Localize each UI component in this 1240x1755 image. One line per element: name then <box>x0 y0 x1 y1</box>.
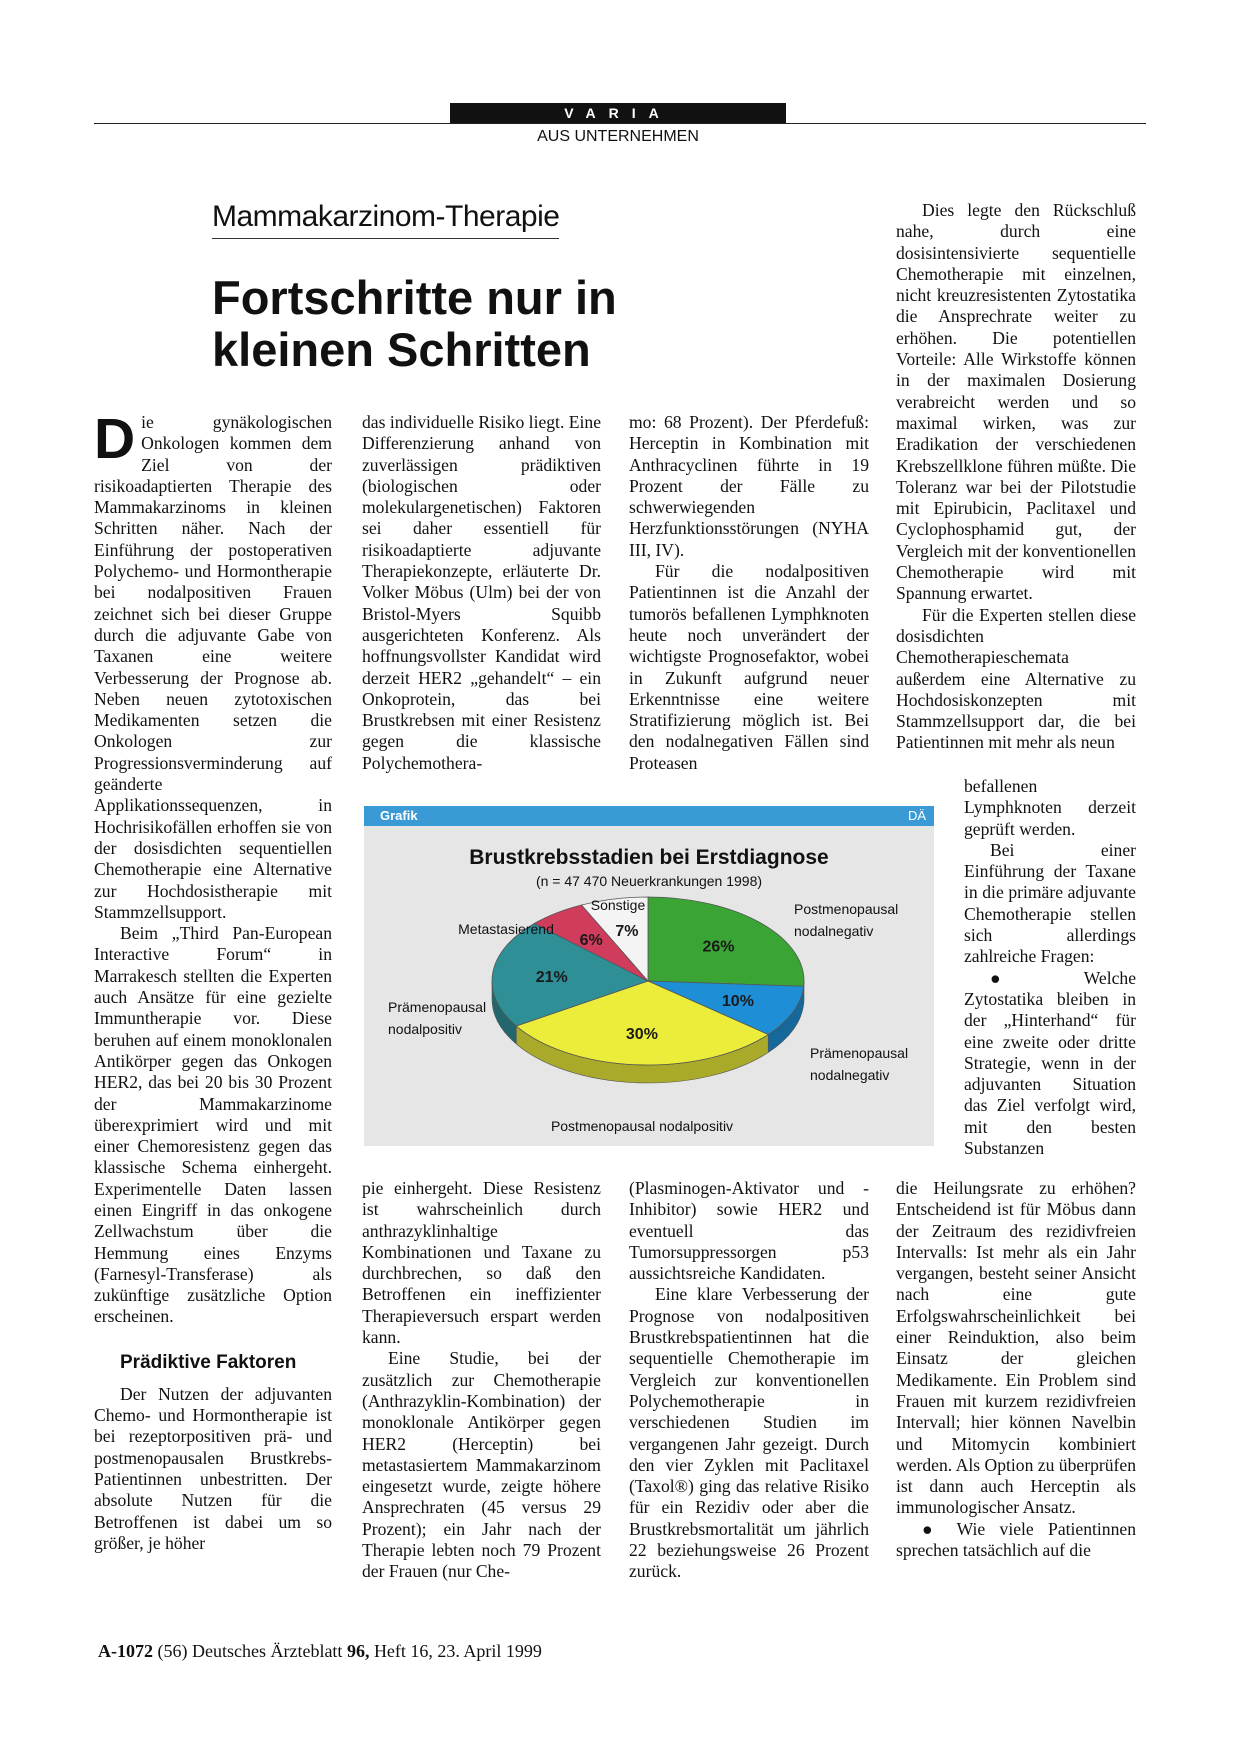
volume: 96, <box>346 1641 370 1661</box>
column-4-bottom <box>896 1178 1136 1561</box>
pie-value-label: 30% <box>625 1025 658 1043</box>
pie-chart-graphic <box>364 806 934 1146</box>
paragraph: Für die Experten stellen diese dosisdichten Chemotherapieschemata außerdem eine Alternative zu Hochdosiskonzepten mit Stammzellsupport dar, die bei Patientinnen mit mehr als neun <box>896 604 1136 753</box>
paragraph: das individuelle Risiko liegt. Eine Differenzierung anhand von zuverlässigen prädiktiven (biologischen oder molekulargenetischen) Faktoren sei daher essentiell für risikoadaptierte adjuvante Therapiekonzepte, erläuterte Dr. Volker Möbus (Ulm) bei der von Bristol-Myers Squibb ausgerichteten Konferenz. Als hoffnungsvollster Kandidat wird derzeit HER2 „gehandelt“ – ein Onkoprotein, das bei Brustkrebsen mit einer Resistenz gegen die klassische Polychemothera- <box>362 412 601 773</box>
subsection-label: AUS UNTERNEHMEN <box>537 128 699 145</box>
pie-category-label: nodalnegativ <box>810 1067 890 1083</box>
pie-category-label: Sonstige <box>590 897 646 913</box>
pie-category-label: Postmenopausal nodalpositiv <box>550 1118 734 1134</box>
issue-date: Heft 16, 23. April 1999 <box>373 1641 542 1661</box>
pie-value-label: 10% <box>721 993 754 1011</box>
chart-title: Brustkrebsstadien bei Erstdiagnose <box>469 846 829 869</box>
page-footer <box>98 1641 542 1662</box>
drop-cap: D <box>94 407 136 471</box>
paragraph: Für die nodalpositiven Patientinnen ist die Anzahl der tumorös befallenen Lymphknoten heute noch unverändert der wichtigste Prognosefaktor, wobei in Zukunft aufgrund neuer Erkenntnisse eine weitere Stratifizierung möglich ist. Bei den nodalnegativen Fällen sind Proteasen <box>629 561 869 773</box>
graphic-source: DÄ <box>907 808 926 823</box>
graphic-label: Grafik <box>380 808 418 823</box>
paragraph: (Plasminogen-Aktivator und -Inhibitor) sowie HER2 und eventuell das Tumorsuppressorgen p53 aussichtsreiche Kandidaten. <box>629 1178 869 1284</box>
section-label: VARIA <box>450 103 786 123</box>
pie-value-label: 7% <box>615 923 639 941</box>
column-3-bottom <box>629 1178 869 1583</box>
pie-category-label: Postmenopausal <box>794 901 899 917</box>
column-2-top <box>362 412 601 774</box>
pie-category-label: nodalpositiv <box>388 1021 462 1037</box>
column-3-top <box>629 412 869 774</box>
pie-value-label: 26% <box>702 938 735 956</box>
paragraph: die Heilungsrate zu erhöhen? Entscheidend ist für Möbus dann der Zeitraum des rezidivfreien Intervalls: Ist mehr als ein Jahr vergangen, besteht seiner Ansicht nach eine gute Erfolgswahrscheinlichkeit bei einer Reinduktion, also beim Einsatz der gleichen Medikamente. Ein Problem sind Frauen mit kurzem rezidivfreien Intervall; hier können Navelbin und Mitomycin kombiniert werden. Als Option zu überprüfen ist dann auch Herceptin als immunologischer Ansatz. <box>896 1178 1136 1518</box>
pie-chart <box>364 826 934 1146</box>
article-headline: Fortschritte nur in kleinen Schritten <box>212 271 617 376</box>
paragraph: ● Welche Zytostatika bleiben in der „Hinterhand“ für eine zweite oder dritte Strategie, wenn in der adjuvanten Situation das Ziel verfolgt wird, mit den besten Substanzen <box>964 967 1136 1159</box>
chart-subtitle: (n = 47 470 Neuerkrankungen 1998) <box>535 873 763 889</box>
pie-category-label: Prämenopausal <box>810 1045 909 1061</box>
pie-category-label: nodalnegativ <box>794 923 874 939</box>
paragraph: Eine Studie, bei der zusätzlich zur Chemotherapie (Anthrazyklin-Kombination) der monoklonale Antikörper gegen HER2 (Herceptin) bei metastasiertem Mammakarzinom eingesetzt wurde, zeigte höhere Ansprechraten (45 versus 29 Prozent); ein Jahr nach der Therapie lebten noch 79 Prozent der Frauen (nur Che- <box>362 1348 601 1582</box>
column-2-bottom <box>362 1178 601 1583</box>
pie-category-label: Metastasierend <box>458 921 554 937</box>
pie-category-label: Prämenopausal <box>388 999 487 1015</box>
paragraph: Eine klare Verbesserung der Prognose von nodalpositiven Brustkrebspatientinnen hat die sequentielle Chemotherapie im Vergleich zur konventionellen Polychemotherapie in verschiedenen Studien im vergangenen Jahr gezeigt. Durch den vier Zyklen mit Paclitaxel (Taxol®) ging das relative Risiko für ein Rezidiv oder aber die Brustkrebsmortalität um jährlich 22 beziehungsweise 26 Prozent zurück. <box>629 1284 869 1582</box>
article-kicker: Mammakarzinom-Therapie <box>212 200 559 239</box>
graphic-header-strip <box>364 806 934 826</box>
column-4-top <box>896 200 1136 754</box>
paragraph: Dies legte den Rückschluß nahe, durch eine dosisintensivierte sequentielle Chemotherapie mit einzelnen, nicht kreuzresistenten Zytostatika die Ansprechrate weiter zu erhöhen. Die potentiellen Vorteile: Alle Wirkstoffe können in der maximalen Dosierung verabreicht werden und so maximal wirken, was zur Eradikation der verschiedenen Krebszellklone führen müßte. Die Toleranz war bei der Pilotstudie mit Epirubicin, Paclitaxel und Cyclophosphamid gut, der Vergleich mit der konventionellen Chemotherapie wird mit Spannung erwartet. <box>896 200 1136 604</box>
paragraph: Beim „Third Pan-European Interactive Forum“ in Marrakesch stellten die Experten auch Ansätze für eine gezielte Immuntherapie vor. Diese beruhen auf einem monoklonalen Antikörper gegen das Onkogen HER2, das bei 20 bis 30 Prozent der Mammakarzinome überexprimiert wird und mit einer Chemoresistenz gegen das klassische Schema einhergeht. Experimentelle Daten lassen einen Eingriff in das onkogene Zellwachstum über die Hemmung eines Enzyms (Farnesyl-Transferase) als zukünftige zusätzliche Option erscheinen. <box>94 923 332 1327</box>
column-1 <box>94 407 332 1554</box>
header-rule <box>94 123 1146 124</box>
paragraph: ● Wie viele Patientinnen sprechen tatsächlich auf die <box>896 1518 1136 1561</box>
paragraph: mo: 68 Prozent). Der Pferdefuß: Herceptin in Kombination mit Anthracyclinen führte in 19 Prozent der Fälle zu schwerwiegenden Herzfunktionsstörungen (NYHA III, IV). <box>629 412 869 560</box>
pie-value-label: 6% <box>579 931 603 949</box>
journal-name: (56) Deutsches Ärzteblatt <box>157 1641 343 1661</box>
paragraph: Die gynäkologischen Onkologen kommen dem Ziel von der risikoadaptierten Therapie des Mammakarzinoms in kleinen Schritten näher. Nach der Einführung der postoperativen Polychemo- und Hormontherapie bei nodalpositiven Frauen zeichnet sich bei dieser Gruppe durch die adjuvante Gabe von Taxanen eine weitere Verbesserung der Prognose ab. Neben neuen zytotoxischen Medikamenten setzen die Onkologen zur Progressionsverminderung auf geänderte Applikationssequenzen, in Hochrisikofällen erhoffen sie von der dosisdichten sequentiellen Chemotherapie eine Alternative zur Hochdosistherapie mit Stammzellsupport. <box>94 407 332 922</box>
paragraph: Bei einer Einführung der Taxane in die primäre adjuvante Chemotherapie stellen sich allerdings zahlreiche Fragen: <box>964 839 1136 967</box>
paragraph: pie einhergeht. Diese Resistenz ist wahrscheinlich durch anthrazyklinhaltige Kombinationen und Taxane zu durchbrechen, so daß den Betroffenen ein ineffizienter Therapieversuch erspart werden kann. <box>362 1178 601 1348</box>
column-4-mid <box>964 776 1136 1159</box>
paragraph: Der Nutzen der adjuvanten Chemo- und Hormontherapie ist bei rezeptorpositiven prä- und postmenopausalen Brustkrebs-Patientinnen unbestritten. Der absolute Nutzen für die Betroffenen ist dabei um so größer, je höher <box>94 1383 332 1553</box>
subheading: Prädiktive Faktoren <box>120 1351 297 1373</box>
pie-value-label: 21% <box>535 969 568 987</box>
page-number: A-1072 <box>98 1641 153 1661</box>
paragraph: befallenen Lymphknoten derzeit geprüft werden. <box>964 776 1136 839</box>
